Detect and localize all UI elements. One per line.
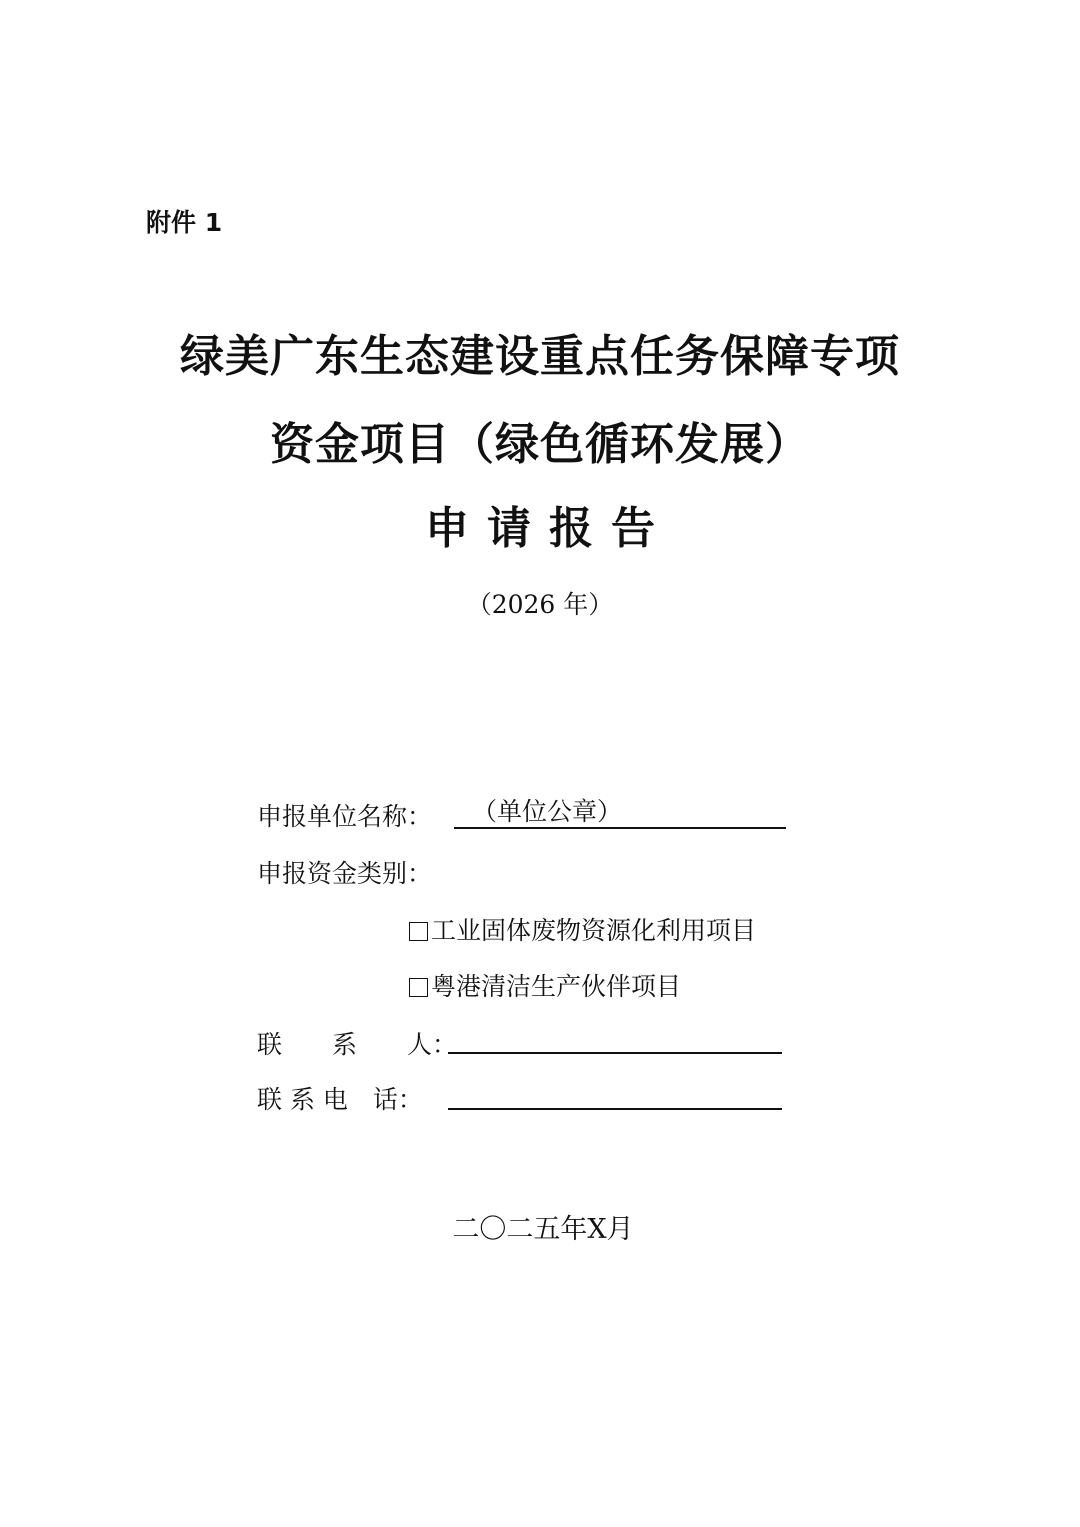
fund-category-label: 申报资金类别：	[257, 859, 433, 888]
report-title-line-1: 绿美广东生态建设重点任务保障专项	[180, 331, 900, 382]
checkbox-icon[interactable]	[409, 978, 428, 997]
contact-person-field[interactable]	[448, 1052, 782, 1054]
contact-phone-label: 联 系 电 话：	[257, 1085, 423, 1114]
category-option-label: 工业固体废物资源化利用项目	[431, 916, 757, 945]
attachment-label: 附件 1	[146, 208, 223, 237]
report-title-line-2: 资金项目（绿色循环发展）	[270, 419, 810, 470]
document-date: 二〇二五年X月	[452, 1214, 634, 1245]
unit-name-label: 申报单位名称：	[257, 802, 433, 831]
checkbox-icon[interactable]	[409, 922, 428, 941]
category-option-cleaner-production[interactable]	[409, 967, 681, 1003]
year-note: （2026 年）	[466, 590, 614, 619]
category-option-solid-waste[interactable]	[409, 911, 756, 947]
contact-person-label: 联 系 人：	[257, 1030, 458, 1059]
unit-name-field[interactable]: （单位公章）	[454, 797, 786, 829]
category-option-label: 粤港清洁生产伙伴项目	[431, 972, 682, 1001]
contact-phone-field[interactable]	[448, 1108, 782, 1110]
report-title-line-3: 申请报告	[425, 503, 673, 554]
